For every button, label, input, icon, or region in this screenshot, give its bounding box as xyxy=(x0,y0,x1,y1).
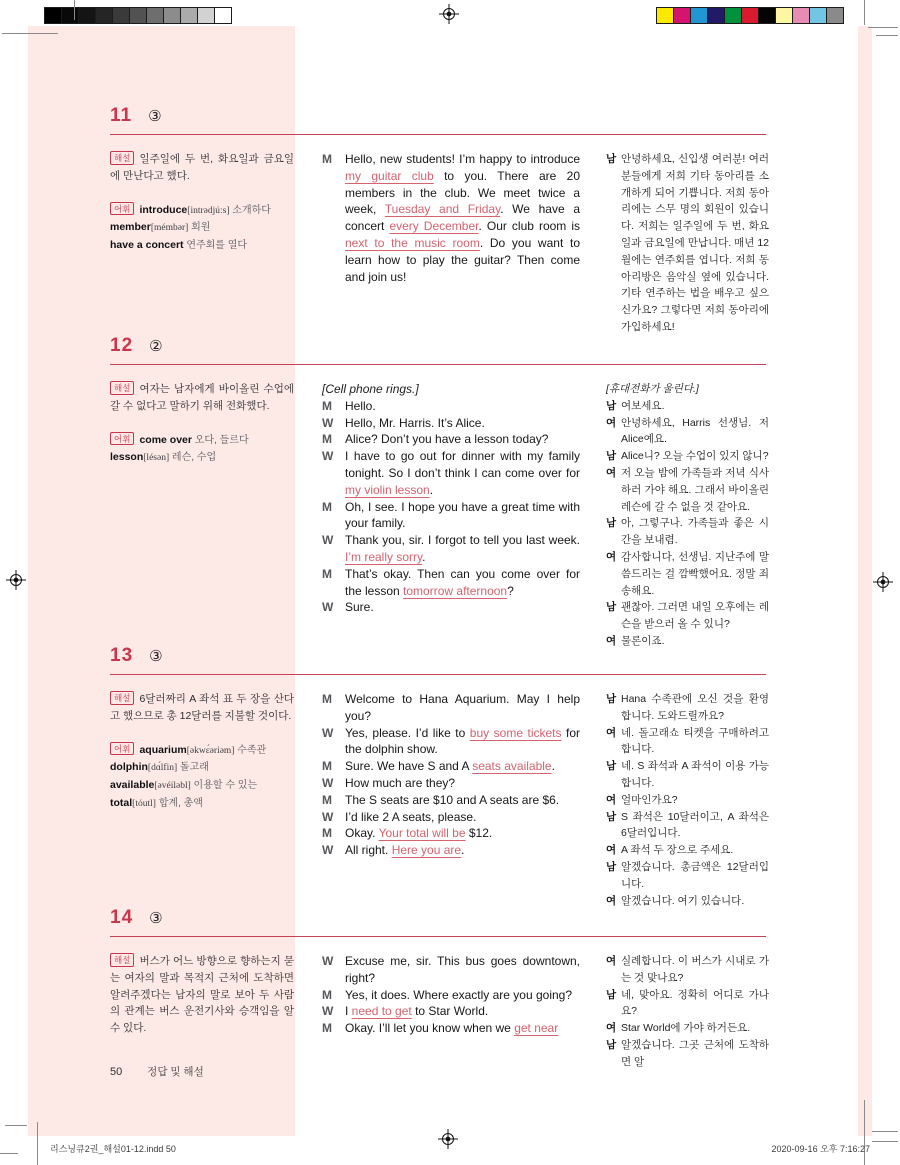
highlighted-phrase: tomorrow afternoon xyxy=(403,583,508,598)
translation-text: A 좌석 두 장으로 주세요. xyxy=(621,844,734,857)
dialogue-text: Excuse me, sir. This bus goes downtown, right? xyxy=(345,954,580,985)
trim-mark xyxy=(2,33,58,34)
vocabulary-entry xyxy=(110,759,294,777)
speaker-label: M xyxy=(322,987,332,1002)
translation-text: S 좌석은 10달러이고, A 좌석은 6달러입니다. xyxy=(621,810,769,840)
translation-stage-direction: [휴대전화가 울린다.] xyxy=(606,383,699,395)
vocabulary-entry xyxy=(110,237,294,255)
dialogue-column xyxy=(322,151,580,285)
trim-mark xyxy=(37,1122,38,1165)
translation-text: Star World에 가야 하거든요. xyxy=(621,1022,751,1035)
vocabulary-entry xyxy=(110,449,294,467)
speaker-label: W xyxy=(322,775,334,790)
page-footer-label: 정답 및 해설 xyxy=(147,1066,204,1078)
stage-direction: [Cell phone rings.] xyxy=(322,382,419,396)
grayscale-swatch xyxy=(197,7,215,24)
translation-line xyxy=(606,465,769,515)
vocabulary-entry xyxy=(110,219,294,237)
print-filename: 리스닝큐2권_해설01-12.indd 50 xyxy=(50,1144,176,1154)
trim-mark xyxy=(872,1131,898,1132)
vocabulary-entry xyxy=(110,432,294,450)
dialogue-text: All right. Here you are. xyxy=(345,843,465,858)
color-swatch xyxy=(775,7,793,24)
highlighted-phrase: next to the music room xyxy=(345,235,480,250)
highlighted-phrase: buy some tickets xyxy=(469,725,562,740)
vocabulary-tag: 어휘 xyxy=(110,432,134,446)
vocabulary-entry xyxy=(110,742,294,760)
translation-line xyxy=(606,792,769,809)
translation-text: 네. 돌고래쇼 티켓을 구매하려고 합니다. xyxy=(621,726,769,756)
translation-line xyxy=(606,549,769,599)
translation-line xyxy=(606,758,769,792)
translation-speaker-label: 남 xyxy=(606,693,617,705)
vocabulary-entry xyxy=(110,202,294,220)
grayscale-swatch xyxy=(129,7,147,24)
trim-mark xyxy=(0,1153,18,1154)
vocab-pronunciation: [tóutl] xyxy=(132,798,156,809)
dialogue-line xyxy=(322,809,580,826)
translation-line xyxy=(606,1020,769,1037)
dialogue-line xyxy=(322,398,580,415)
grayscale-swatch xyxy=(163,7,181,24)
translation-text: 알겠습니다. 그곳 근처에 도착하면 알 xyxy=(621,1038,769,1068)
vocab-word: aquarium xyxy=(139,743,187,756)
explanation-tag: 해설 xyxy=(110,691,134,705)
grayscale-swatch xyxy=(180,7,198,24)
color-swatch xyxy=(758,7,776,24)
vocab-word: dolphin xyxy=(110,761,148,774)
translation-text: 알겠습니다. 여기 있습니다. xyxy=(621,894,745,907)
color-swatch xyxy=(656,7,674,24)
translation-speaker-label: 여 xyxy=(606,466,617,479)
explanation-column xyxy=(110,691,294,813)
vocab-word: have a concert xyxy=(110,239,184,252)
vocab-meaning: 연주회를 열다 xyxy=(183,240,248,252)
dialogue-line xyxy=(322,566,580,600)
dialogue-text: That’s okay. Then can you come over for the lesson tomorrow afternoon? xyxy=(345,566,580,598)
vocab-meaning: 오다, 들르다 xyxy=(191,434,249,446)
dialogue-line xyxy=(322,1003,580,1020)
speaker-label: M xyxy=(322,432,332,447)
vocab-meaning: 이용할 수 있는 xyxy=(190,780,258,792)
trim-mark xyxy=(74,0,75,20)
translation-speaker-label: 여 xyxy=(606,634,617,647)
translation-speaker-label: 여 xyxy=(606,844,617,857)
trim-mark xyxy=(864,0,865,25)
dialogue-text: Hello, new students! I’m happy to introduce my guitar club to you. There are 20 members in the club. We meet twice a week, Tuesday and Friday. We have a concert every December. Our club room is next to the music room. Do you want to learn how to play the guitar? Then come and join us! xyxy=(345,152,581,284)
highlighted-phrase: need to get xyxy=(351,1004,412,1019)
color-swatch xyxy=(673,7,691,24)
dialogue-line xyxy=(322,499,580,533)
vocab-pronunciation: [əvéiləbl] xyxy=(154,781,191,792)
translation-speaker-label: 여 xyxy=(606,894,617,907)
dialogue-text: I’d like 2 A seats, please. xyxy=(345,809,477,824)
translation-line xyxy=(606,987,769,1021)
translation-line xyxy=(606,725,769,759)
vocab-meaning: 소개하다 xyxy=(229,204,271,216)
vocab-pronunciation: [intrədjúːs] xyxy=(187,205,230,216)
grayscale-swatch xyxy=(95,7,113,24)
vocabulary-block xyxy=(110,432,294,468)
dialogue-line xyxy=(322,758,580,775)
highlighted-phrase: Here you are xyxy=(391,843,462,858)
explanation-text: 해설 일주일에 두 번, 화요일과 금요일에 만난다고 했다. xyxy=(110,153,294,182)
color-swatch xyxy=(792,7,810,24)
dialogue-line xyxy=(322,825,580,842)
speaker-label: W xyxy=(322,415,334,430)
translation-speaker-label: 여 xyxy=(606,726,617,739)
speaker-label: M xyxy=(322,398,332,413)
speaker-label: M xyxy=(322,826,332,841)
speaker-label: W xyxy=(322,954,334,968)
translation-line xyxy=(606,953,769,987)
dialogue-line xyxy=(322,599,580,616)
vocabulary-block xyxy=(110,202,294,255)
heading-rule xyxy=(110,936,766,937)
grayscale-swatch xyxy=(214,7,232,24)
translation-text: 안녕하세요, 신입생 여러분! 여러분들에게 저희 기타 동아리를 소개하게 되어 기쁩니다. 저희 동아리에는 스무 명의 회원이 있습니다. 저희는 일주일에 두 번, 화요일과 금요일에 만납니다. 매년 12월에는 연주회를 엽니다. 저희 동아리방은 음악실 옆에 있습니다. 기타 연주하는 법을 배우고 싶으신가요? 그렇다면 저희 동아리에 가입하세요! xyxy=(621,153,769,333)
translation-text: 얼마인가요? xyxy=(621,793,678,806)
vocabulary-tag: 어휘 xyxy=(110,742,134,756)
vocab-meaning: 합계, 총액 xyxy=(155,797,203,809)
speaker-label: W xyxy=(322,533,334,548)
color-swatch xyxy=(741,7,759,24)
translation-text: 네. S 좌석과 A 좌석이 이용 가능합니다. xyxy=(621,760,769,789)
dialogue-line xyxy=(322,431,580,448)
dialogue-text: Yes, please. I’d like to buy some tickets for the dolphin show. xyxy=(345,725,581,757)
dialogue-line xyxy=(322,725,580,759)
translation-text: 저 오늘 밤에 가족들과 저녁 식사하러 가야 해요. 그래서 바이올린 레슨에 갈 수 없을 것 같아요. xyxy=(621,466,769,513)
dialogue-line xyxy=(322,987,580,1004)
speaker-label: W xyxy=(322,725,334,740)
translation-line xyxy=(606,691,769,725)
trim-mark xyxy=(872,1141,898,1142)
highlighted-phrase: Tuesday and Friday xyxy=(384,202,501,217)
dialogue-text: Yes, it does. Where exactly are you going? xyxy=(345,987,573,1002)
translation-speaker-label: 여 xyxy=(606,793,617,806)
dialogue-text: Okay. I’ll let you know when we get near xyxy=(345,1021,559,1036)
highlighted-phrase: my violin lesson xyxy=(345,482,430,497)
dialogue-line xyxy=(322,842,580,859)
translation-speaker-label: 남 xyxy=(606,153,617,165)
registration-mark-icon xyxy=(438,1129,458,1154)
grayscale-swatch xyxy=(78,7,96,24)
highlighted-phrase: I’m really sorry xyxy=(345,549,423,564)
heading-rule xyxy=(110,134,766,135)
dialogue-line xyxy=(322,448,580,498)
color-swatch xyxy=(724,7,742,24)
translation-speaker-label: 남 xyxy=(606,860,617,873)
dialogue-text: Okay. Your total will be $12. xyxy=(345,826,493,841)
vocab-word: lesson xyxy=(110,451,144,464)
explanation-tag: 해설 xyxy=(110,953,134,967)
page-number: 50 xyxy=(110,1066,123,1078)
dialogue-text: Hello. xyxy=(345,398,376,413)
speaker-label: M xyxy=(322,792,332,807)
translation-line xyxy=(606,515,769,549)
trim-mark xyxy=(876,35,898,36)
dialogue-text: Thank you, sir. I forgot to tell you last week. I’m really sorry. xyxy=(345,533,580,564)
translation-speaker-label: 남 xyxy=(606,450,617,463)
vocab-pronunciation: [mémbər] xyxy=(150,223,189,234)
translation-line xyxy=(606,1037,769,1071)
speaker-label: M xyxy=(322,152,332,166)
vocab-meaning: 돌고래 xyxy=(177,762,209,774)
vocab-word: total xyxy=(110,796,133,809)
dialogue-column xyxy=(322,953,580,1037)
dialogue-line xyxy=(322,792,580,809)
speaker-label: M xyxy=(322,759,332,774)
dialogue-text: I need to get to Star World. xyxy=(345,1004,489,1019)
registration-mark-icon xyxy=(873,572,893,597)
vocab-meaning: 레슨, 수업 xyxy=(169,452,217,464)
translation-speaker-label: 남 xyxy=(606,1038,617,1051)
highlighted-phrase: Your total will be xyxy=(378,826,466,841)
speaker-label: M xyxy=(322,499,332,514)
translation-column xyxy=(606,691,769,909)
question-number: 14 xyxy=(110,907,134,928)
speaker-label: W xyxy=(322,843,334,858)
heading-rule xyxy=(110,364,766,365)
dialogue-line xyxy=(322,151,580,285)
question-number: 13 xyxy=(110,645,134,666)
vocab-pronunciation: [lésən] xyxy=(143,453,170,464)
translation-text: Hana 수족관에 오신 것을 환영합니다. 도와드릴까요? xyxy=(621,693,769,722)
translation-line xyxy=(606,809,769,843)
vocab-pronunciation: [əkwɛ́əriəm] xyxy=(186,745,235,756)
translation-speaker-label: 남 xyxy=(606,760,617,773)
translation-speaker-label: 남 xyxy=(606,810,617,823)
translation-line xyxy=(606,398,769,415)
speaker-label: W xyxy=(322,1004,334,1019)
page-footer xyxy=(110,1064,204,1079)
question-number: 11 xyxy=(110,105,133,126)
translation-speaker-label: 여 xyxy=(606,955,617,967)
translation-line xyxy=(606,859,769,893)
question-heading xyxy=(110,335,163,357)
dialogue-line xyxy=(322,1020,580,1037)
answer-choice: ③ xyxy=(149,647,163,665)
explanation-column xyxy=(110,151,294,255)
explanation-column xyxy=(110,953,294,1037)
question-number: 12 xyxy=(110,335,134,356)
dialogue-column xyxy=(322,381,580,616)
translation-text: 괜찮아. 그러면 내일 오후에는 레슨을 받으러 올 수 있니? xyxy=(621,601,769,631)
explanation-tag: 해설 xyxy=(110,381,134,395)
dialogue-text: Hello, Mr. Harris. It’s Alice. xyxy=(345,415,485,430)
dialogue-line xyxy=(322,691,580,725)
highlighted-phrase: get near xyxy=(514,1021,559,1036)
translation-text: 알겠습니다. 총금액은 12달러입니다. xyxy=(621,860,769,890)
dialogue-text: Alice? Don’t you have a lesson today? xyxy=(345,432,549,447)
vocab-meaning: 회원 xyxy=(188,222,211,234)
speaker-label: W xyxy=(322,809,334,824)
translation-text: 감사합니다, 선생님. 지난주에 말씀드리는 걸 깜빡했어요. 정말 죄송해요. xyxy=(621,550,769,597)
translation-text: 물론이죠. xyxy=(621,634,665,647)
dialogue-text: How much are they? xyxy=(345,775,456,790)
translation-speaker-label: 여 xyxy=(606,1022,617,1035)
grayscale-swatch xyxy=(44,7,62,24)
vocab-word: member xyxy=(110,221,151,234)
translation-line xyxy=(606,633,769,650)
highlighted-phrase: seats available xyxy=(472,759,552,774)
translation-line xyxy=(606,893,769,910)
explanation-text: 해설 버스가 어느 방향으로 향하는지 묻는 여자의 말과 목적지 근처에 도착하면 알려주겠다는 남자의 말로 보아 두 사람의 관계는 버스 운전기사와 승객임을 알 수 있다. xyxy=(110,955,294,1035)
answer-choice: ③ xyxy=(148,107,162,125)
registration-mark-icon xyxy=(6,570,26,595)
answer-choice: ② xyxy=(149,337,163,355)
question-heading xyxy=(110,645,163,667)
color-swatch xyxy=(707,7,725,24)
print-timestamp: 2020-09-16 오후 7:16:27 xyxy=(771,1144,870,1154)
dialogue-text: I have to go out for dinner with my family tonight. So I don’t think I can come over for my violin lesson. xyxy=(345,449,580,497)
right-page-bleed-strip xyxy=(858,26,872,1136)
dialogue-line xyxy=(322,415,580,432)
translation-text: Alice니? 오늘 수업이 있지 않니? xyxy=(621,450,769,463)
translation-speaker-label: 여 xyxy=(606,416,617,429)
vocab-pronunciation: [dɑ́lfin] xyxy=(147,763,178,774)
translation-line xyxy=(606,151,769,336)
heading-rule xyxy=(110,674,766,675)
dialogue-text: Oh, I see. I hope you have a great time with your family. xyxy=(345,499,580,531)
translation-speaker-label: 남 xyxy=(606,517,617,530)
speaker-label: M xyxy=(322,566,332,581)
translation-text: 아, 그렇구나. 가족들과 좋은 시간을 보내렴. xyxy=(621,517,769,547)
dialogue-column xyxy=(322,691,580,859)
vocabulary-block xyxy=(110,742,294,813)
translation-column xyxy=(606,151,769,336)
vocab-word: available xyxy=(110,779,155,792)
translation-speaker-label: 남 xyxy=(606,601,617,614)
color-swatch xyxy=(809,7,827,24)
speaker-label: M xyxy=(322,1021,332,1036)
grayscale-swatch xyxy=(112,7,130,24)
color-calibration-bar xyxy=(657,7,844,24)
explanation-text: 해설 6달러짜리 A 좌석 표 두 장을 산다고 했으므로 총 12달러를 지불할 것이다. xyxy=(110,693,294,722)
translation-speaker-label: 여 xyxy=(606,550,617,563)
grayscale-swatch xyxy=(61,7,79,24)
dialogue-text: Sure. xyxy=(345,600,374,615)
dialogue-line xyxy=(322,775,580,792)
translation-column xyxy=(606,381,769,650)
grayscale-swatch xyxy=(146,7,164,24)
vocabulary-tag: 어휘 xyxy=(110,202,134,216)
question-heading xyxy=(110,907,163,929)
answer-choice: ③ xyxy=(149,909,163,927)
translation-line xyxy=(606,842,769,859)
dialogue-line xyxy=(322,953,580,987)
dialogue-line xyxy=(322,532,580,566)
explanation-column xyxy=(110,381,294,467)
vocab-word: come over xyxy=(139,433,192,446)
translation-text: 여보세요. xyxy=(621,399,665,412)
vocab-word: introduce xyxy=(139,203,188,216)
translation-line xyxy=(606,415,769,449)
highlighted-phrase: every December xyxy=(389,219,479,234)
color-swatch xyxy=(826,7,844,24)
explanation-tag: 해설 xyxy=(110,151,134,165)
registration-mark-icon xyxy=(439,4,459,29)
translation-speaker-label: 남 xyxy=(606,399,617,412)
trim-mark xyxy=(5,1125,27,1126)
trim-mark xyxy=(864,1100,865,1165)
translation-text: 네, 맞아요. 정확히 어디로 가나요? xyxy=(621,988,769,1018)
speaker-label: M xyxy=(322,692,332,706)
translation-column xyxy=(606,953,769,1071)
translation-line xyxy=(606,599,769,633)
trim-mark xyxy=(868,27,898,28)
dialogue-text: The S seats are $10 and A seats are $6. xyxy=(345,792,560,807)
highlighted-phrase: my guitar club xyxy=(345,168,434,183)
vocabulary-entry xyxy=(110,777,294,795)
translation-line xyxy=(606,448,769,465)
dialogue-text: Sure. We have S and A seats available. xyxy=(345,759,555,774)
speaker-label: W xyxy=(322,449,334,464)
dialogue-text: Welcome to Hana Aquarium. May I help you? xyxy=(345,692,580,723)
color-swatch xyxy=(690,7,708,24)
translation-text: 실례합니다. 이 버스가 시내로 가는 것 맞나요? xyxy=(621,955,769,984)
speaker-label: W xyxy=(322,600,334,615)
question-heading xyxy=(110,105,162,127)
explanation-text: 해설 여자는 남자에게 바이올린 수업에 갈 수 없다고 말하기 위해 전화했다. xyxy=(110,383,294,412)
vocab-meaning: 수족관 xyxy=(234,744,267,756)
vocabulary-entry xyxy=(110,795,294,813)
translation-speaker-label: 남 xyxy=(606,988,617,1001)
translation-text: 안녕하세요, Harris 선생님. 저 Alice예요. xyxy=(621,416,769,446)
